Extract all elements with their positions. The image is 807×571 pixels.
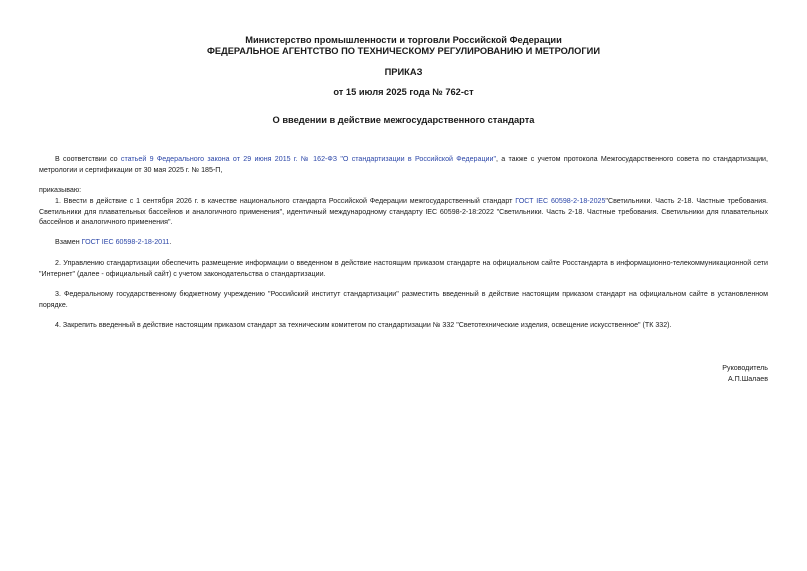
gost-2011-link[interactable]: ГОСТ IEC 60598-2-18-2011 [81, 238, 170, 246]
item-3-paragraph: 3. Федеральному государственному бюджетному учреждению "Российский институт стандартизации" разместить введенный в действие настоящим приказом стандарт на официальном сайте в установленном порядке. [39, 290, 768, 309]
agency-heading: ФЕДЕРАЛЬНОЕ АГЕНТСТВО ПО ТЕХНИЧЕСКОМУ РЕГУЛИРОВАНИЮ И МЕТРОЛОГИИ [206, 46, 601, 56]
item-4-paragraph: 4. Закрепить введенный в действие настоящим приказом стандарт за техническим комитетом по стандартизации № 332 "Светотехнические изделия, освещение искусственное" (ТК 332). [55, 321, 672, 329]
preamble-suffix: , а также с учетом протокола Межгосударственного совета по стандартизации, метрологии и сертификации от 30 мая 2025 г. № 185-П, [39, 155, 768, 174]
item-1-suffix: "Светильники. Часть 2-18. Частные требования. Светильники для плавательных бассейнов и аналогичного применения", идентичный международному стандарту IEC 60598-2-18:2022 "Светильники. Часть 2-18. Частные требования. Светильники для плавательных бассейнов и аналогичного применения". [39, 197, 768, 227]
doc-type-heading: ПРИКАЗ [384, 67, 423, 77]
replace-paragraph [39, 237, 768, 248]
preamble-prefix: В соответствии со [55, 155, 121, 163]
gost-2025-link[interactable]: ГОСТ IEC 60598-2-18-2025 [515, 197, 606, 205]
signature-name: А.П.Шалаев [727, 375, 768, 383]
item-2-paragraph: 2. Управлению стандартизации обеспечить размещение информации о введенном в действие настоящим приказом стандарте на официальном сайте Росстандарта в информационно-телекоммуникационной сети "Интернет" (далее - официальный сайт) с учетом законодательства о стандартизации. [39, 259, 768, 278]
ministry-heading: Министерство промышленности и торговли Российской Федерации [245, 35, 562, 45]
item-1-paragraph [39, 196, 768, 228]
replace-suffix: . [169, 238, 172, 246]
date-number-heading: от 15 июля 2025 года № 762-ст [333, 87, 474, 97]
federal-law-link[interactable]: статьей 9 Федерального закона от 29 июня 2015 г. № 162-ФЗ "О стандартизации в Российской Федерации" [120, 155, 496, 163]
preamble-paragraph [39, 154, 768, 175]
document-title: О введении в действие межгосударственного стандарта [272, 115, 535, 125]
signature-position: Руководитель [722, 364, 768, 372]
item-1-prefix: 1. Ввести в действие с 1 сентября 2026 г. в качестве национального стандарта Российской Федерации межгосударственный стандарт [55, 197, 516, 205]
replace-prefix: Взамен [55, 238, 82, 246]
order-word: приказываю: [39, 186, 82, 194]
